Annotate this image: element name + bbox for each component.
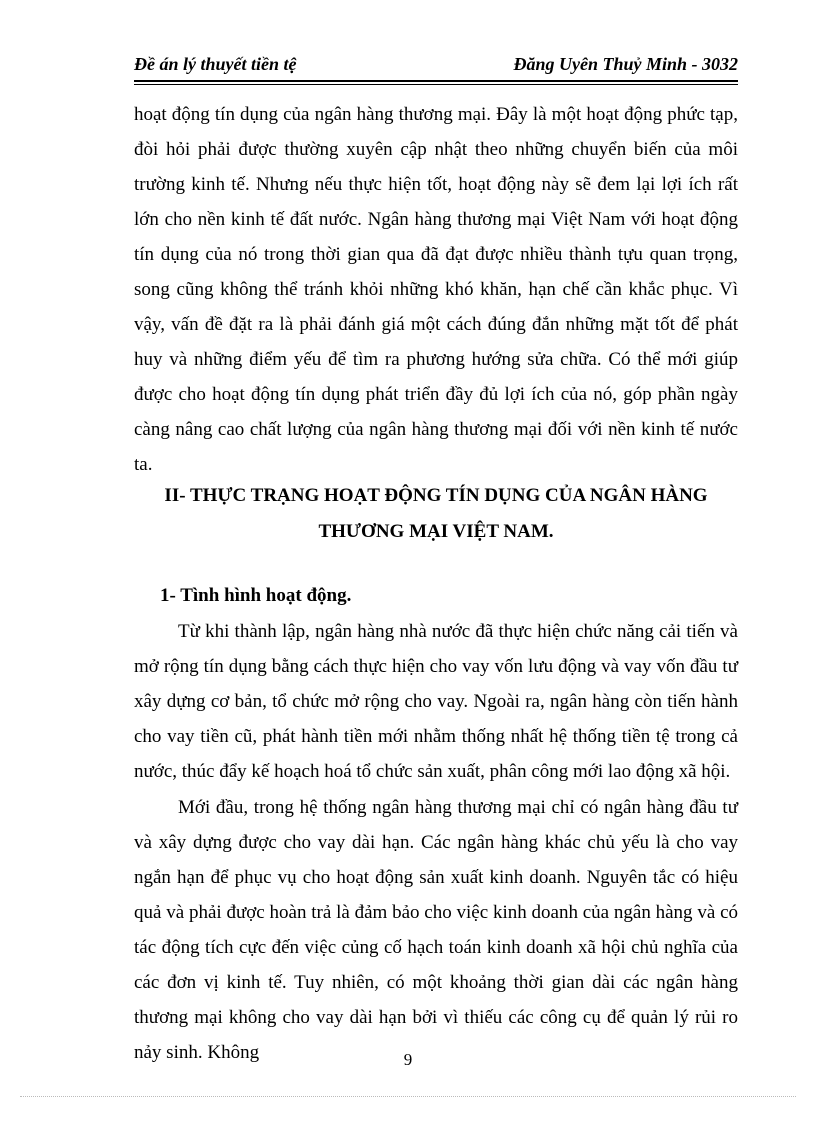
header-title: Đề án lý thuyết tiền tệ: [134, 54, 297, 74]
body-paragraph-2-text: Từ khi thành lập, ngân hàng nhà nước đã thực hiện chức năng cải tiến và mở rộng tín dụng bằng cách thực hiện cho vay vốn lưu động và vay vốn đầu tư xây dựng cơ bản, tổ chức mở rộng cho vay. Ngoài ra, ngân hàng còn tiến hành cho vay tiền cũ, phát hành tiền mới nhằm thống nhất hệ thống tiền tệ trong cả nước, thúc đẩy kế hoạch hoá tổ chức sản xuất, phân công mới lao động xã hội.: [134, 621, 738, 782]
section-heading-line2: THƯƠNG MẠI VIỆT NAM.: [318, 521, 554, 542]
section-heading-line1: II- THỰC TRẠNG HOẠT ĐỘNG TÍN DỤNG CỦA NGÂN HÀNG: [164, 485, 708, 506]
body-paragraph-2: [134, 614, 738, 789]
page-bottom-edge: [20, 1096, 796, 1097]
intro-paragraph: [134, 97, 738, 482]
running-header: [134, 50, 738, 78]
intro-paragraph-text: hoạt động tín dụng của ngân hàng thương mại. Đây là một hoạt động phức tạp, đòi hỏi phải được thường xuyên cập nhật theo những chuyển biến của môi trường kinh tế. Nhưng nếu thực hiện tốt, hoạt động này sẽ đem lại lợi ích rất lớn cho nền kinh tế đất nước. Ngân hàng thương mại Việt Nam với hoạt động tín dụng của nó trong thời gian qua đã đạt được nhiều thành tựu quan trọng, song cũng không thể tránh khỏi những khó khăn, hạn chế cần khắc phục. Vì vậy, vấn đề đặt ra là phải đánh giá một cách đúng đắn những mặt tốt để phát huy và những điểm yếu để tìm ra phương hướng sửa chữa. Có thể mới giúp được cho hoạt động tín dụng phát triển đầy đủ lợi ích của nó, góp phần ngày càng nâng cao chất lượng của ngân hàng thương mại đối với nền kinh tế nước ta.: [134, 104, 738, 475]
body-paragraph-3-text: Mới đầu, trong hệ thống ngân hàng thương mại chỉ có ngân hàng đầu tư và xây dựng được cho vay dài hạn. Các ngân hàng khác chủ yếu là cho vay ngắn hạn để phục vụ cho hoạt động sản xuất kinh doanh. Nguyên tắc có hiệu quả và phải được hoàn trả là đảm bảo cho việc kinh doanh của ngân hàng và có tác động tích cực đến việc củng cố hạch toán kinh doanh xã hội chủ nghĩa của các đơn vị kinh tế. Tuy nhiên, có một khoảng thời gian dài các ngân hàng thương mại không cho vay dài hạn bởi vì thiếu các công cụ để quản lý rủi ro nảy sinh. Không: [134, 797, 738, 1063]
page-number: 9: [403, 1050, 413, 1069]
subsection-heading: 1- Tình hình hoạt động.: [160, 585, 352, 606]
header-author: Đăng Uyên Thuỷ Minh - 3032: [513, 54, 738, 74]
section-heading: [134, 478, 738, 550]
body-paragraph-3: [134, 790, 738, 1070]
header-divider: [134, 80, 738, 82]
header-divider-thin: [134, 84, 738, 85]
